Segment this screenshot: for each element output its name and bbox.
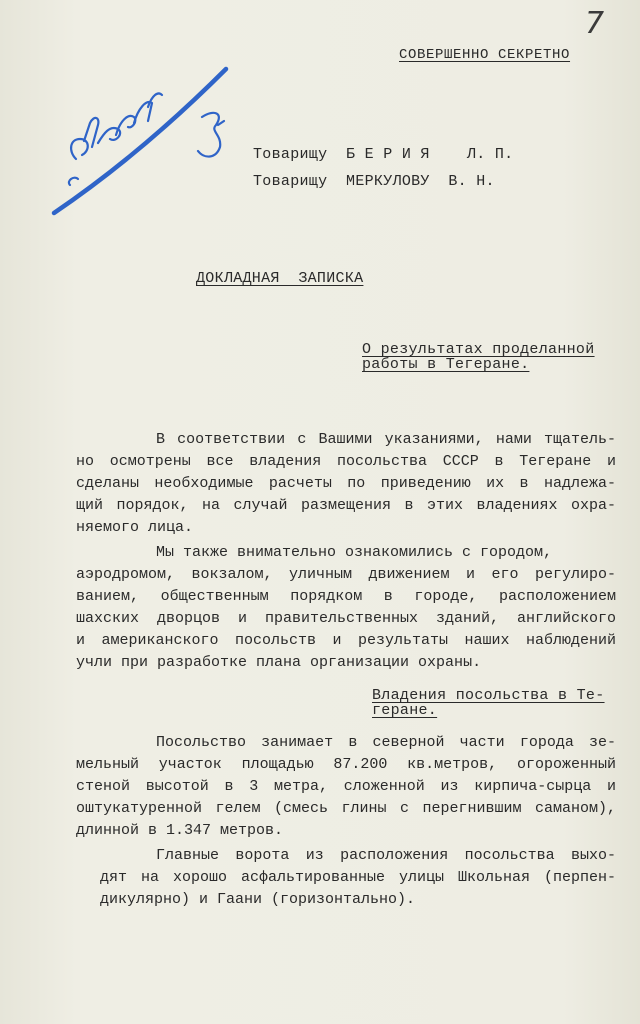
paragraph-line: шахских дворцов и правительственных зданий, английского xyxy=(76,610,616,627)
paragraph-line: Посольство занимает в северной части города зе- xyxy=(156,734,616,751)
paragraph-line: аэродромом, вокзалом, уличным движением и его регулиро- xyxy=(76,566,616,583)
paragraph-line: но осмотрены все владения посольства СССР в Тегеране и xyxy=(76,453,616,470)
addressee-line: Товарищу Б Е Р И Я Л. П. xyxy=(253,146,514,163)
paragraph-line: стеной высотой в 3 метра, сложенной из кирпича-сырца и xyxy=(76,778,616,795)
page-number: 7 xyxy=(585,6,605,41)
subject-line: О результатах проделанной xyxy=(362,341,595,358)
handwritten-annotation-icon xyxy=(40,55,250,235)
paragraph-line: Главные ворота из расположения посольства выхо- xyxy=(156,847,616,864)
paragraph-line: дикулярно) и Гаани (горизонтально). xyxy=(100,891,416,908)
paragraph-line: няемого лица. xyxy=(76,519,194,536)
paragraph-line: мельный участок площадью 87.200 кв.метров, огороженный xyxy=(76,756,616,773)
classification-stamp: СОВЕРШЕННО СЕКРЕТНО xyxy=(399,47,571,63)
paragraph-line: ванием, общественным порядком в городе, расположением xyxy=(76,588,616,605)
paragraph-line: В соответствии с Вашими указаниями, нами тщатель- xyxy=(156,431,616,448)
subject-line: работы в Тегеране. xyxy=(362,356,530,373)
paragraph-line: оштукатуренной гелем (смесь глины с перегнившим саманом), xyxy=(76,800,616,817)
paragraph-line: учли при разработке плана организации охраны. xyxy=(76,654,482,671)
paragraph-line: сделаны необходимые расчеты по приведению их в надлежа- xyxy=(76,475,616,492)
section-heading: Владения посольства в Те- xyxy=(372,687,605,704)
paragraph-line: длинной в 1.347 метров. xyxy=(76,822,284,839)
paragraph-line: щий порядок, на случай размещения в этих владениях охра- xyxy=(76,497,616,514)
addressee-line: Товарищу МЕРКУЛОВУ В. Н. xyxy=(253,173,495,190)
paragraph-line: Мы также внимательно ознакомились с городом, xyxy=(156,544,553,561)
paragraph-line: и американского посольств и результаты наших наблюдений xyxy=(76,632,616,649)
section-heading: геране. xyxy=(372,702,438,719)
document-title: ДОКЛАДНАЯ ЗАПИСКА xyxy=(196,270,364,287)
paragraph-line: дят на хорошо асфальтированные улицы Школьная (перпен- xyxy=(100,869,616,886)
